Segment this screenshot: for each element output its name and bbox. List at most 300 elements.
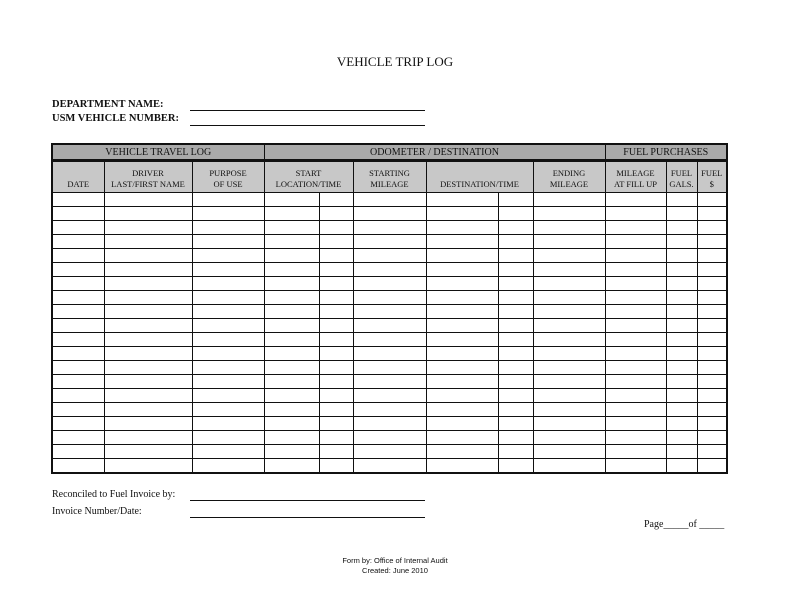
table-cell[interactable] [319,319,353,333]
table-cell[interactable] [605,305,666,319]
table-cell[interactable] [104,333,192,347]
table-cell[interactable] [52,249,104,263]
table-cell[interactable] [666,375,697,389]
table-row [52,263,727,277]
table-cell[interactable] [605,291,666,305]
table-cell[interactable] [264,207,319,221]
column-header [697,161,727,193]
table-cell[interactable] [498,347,533,361]
table-cell[interactable] [192,277,264,291]
table-cell[interactable] [426,249,498,263]
table-cell[interactable] [426,459,498,474]
column-header-line2: GALS. [669,179,694,189]
table-cell[interactable] [533,193,605,207]
table-cell[interactable] [697,277,727,291]
table-cell[interactable] [264,235,319,249]
table-cell[interactable] [192,459,264,474]
table-cell[interactable] [533,221,605,235]
table-cell[interactable] [605,207,666,221]
table-cell[interactable] [498,417,533,431]
column-header-line2: LOCATION/TIME [275,179,342,189]
table-cell[interactable] [192,403,264,417]
table-row [52,319,727,333]
table-cell[interactable] [605,319,666,333]
table-cell[interactable] [319,263,353,277]
table-cell[interactable] [264,431,319,445]
table-cell[interactable] [533,207,605,221]
column-header [104,161,192,193]
table-cell[interactable] [52,445,104,459]
table-cell[interactable] [697,249,727,263]
table-cell[interactable] [264,417,319,431]
table-cell[interactable] [666,459,697,474]
table-row [52,305,727,319]
table-cell[interactable] [426,221,498,235]
table-cell[interactable] [666,207,697,221]
table-cell[interactable] [498,221,533,235]
table-cell[interactable] [666,389,697,403]
table-cell[interactable] [426,431,498,445]
table-cell[interactable] [353,417,426,431]
table-cell[interactable] [426,319,498,333]
table-cell[interactable] [353,221,426,235]
table-cell[interactable] [192,249,264,263]
table-cell[interactable] [52,221,104,235]
table-cell[interactable] [666,403,697,417]
table-cell[interactable] [319,235,353,249]
reconciled-label: Reconciled to Fuel Invoice by: [52,489,176,500]
table-cell[interactable] [666,361,697,375]
table-cell[interactable] [605,459,666,474]
table-cell[interactable] [697,221,727,235]
table-cell[interactable] [52,361,104,375]
table-cell[interactable] [52,375,104,389]
table-cell[interactable] [52,319,104,333]
table-cell[interactable] [498,403,533,417]
table-cell[interactable] [264,459,319,474]
table-row [52,235,727,249]
table-cell[interactable] [52,347,104,361]
table-cell[interactable] [353,235,426,249]
table-cell[interactable] [605,193,666,207]
table-row [52,445,727,459]
table-cell[interactable] [104,403,192,417]
trip-log-table [51,143,728,474]
table-cell[interactable] [697,431,727,445]
table-row [52,277,727,291]
table-cell[interactable] [319,333,353,347]
table-cell[interactable] [533,347,605,361]
column-header-line2: MILEAGE [370,179,409,189]
table-cell[interactable] [697,417,727,431]
table-cell[interactable] [426,389,498,403]
table-cell[interactable] [666,417,697,431]
column-header-line1 [53,168,104,179]
table-cell[interactable] [104,291,192,305]
table-cell[interactable] [52,403,104,417]
table-row [52,207,727,221]
table-cell[interactable] [697,263,727,277]
table-cell[interactable] [533,403,605,417]
table-cell[interactable] [533,361,605,375]
column-header [52,161,104,193]
table-cell[interactable] [533,249,605,263]
table-cell[interactable] [264,347,319,361]
table-cell[interactable] [319,389,353,403]
table-cell[interactable] [697,319,727,333]
table-cell[interactable] [426,235,498,249]
table-cell[interactable] [498,445,533,459]
group-fuel-purchases: FUEL PURCHASES [605,144,727,161]
column-header-line2: AT FILL UP [614,179,657,189]
table-cell[interactable] [498,431,533,445]
table-row [52,459,727,474]
table-cell[interactable] [52,235,104,249]
table-cell[interactable] [605,333,666,347]
table-cell[interactable] [426,277,498,291]
column-header [533,161,605,193]
column-header-line1 [427,168,533,179]
table-cell[interactable] [353,305,426,319]
table-cell[interactable] [104,417,192,431]
table-cell[interactable] [697,389,727,403]
table-cell[interactable] [264,375,319,389]
table-cell[interactable] [353,459,426,474]
table-cell[interactable] [52,193,104,207]
table-cell[interactable] [666,291,697,305]
table-row [52,221,727,235]
table-cell[interactable] [353,319,426,333]
table-cell[interactable] [319,291,353,305]
invoice-label: Invoice Number/Date: [52,506,142,517]
table-cell[interactable] [192,235,264,249]
table-cell[interactable] [697,193,727,207]
table-cell[interactable] [319,375,353,389]
table-cell[interactable] [319,277,353,291]
table-cell[interactable] [264,277,319,291]
table-row [52,417,727,431]
column-header-line1: ENDING [552,168,586,178]
table-cell[interactable] [319,431,353,445]
table-cell[interactable] [353,389,426,403]
table-cell[interactable] [319,207,353,221]
group-odometer-destination: ODOMETER / DESTINATION [264,144,605,161]
table-cell[interactable] [605,375,666,389]
table-cell[interactable] [353,333,426,347]
table-cell[interactable] [426,305,498,319]
table-cell[interactable] [605,389,666,403]
table-row [52,193,727,207]
column-header-line2: DATE [67,179,90,189]
table-cell[interactable] [666,221,697,235]
table-cell[interactable] [533,277,605,291]
table-cell[interactable] [498,459,533,474]
column-header [353,161,426,193]
table-cell[interactable] [319,221,353,235]
table-cell[interactable] [192,319,264,333]
table-cell[interactable] [264,221,319,235]
table-cell[interactable] [192,291,264,305]
table-cell[interactable] [52,417,104,431]
table-cell[interactable] [697,291,727,305]
table-cell[interactable] [426,333,498,347]
table-cell[interactable] [264,319,319,333]
table-cell[interactable] [104,207,192,221]
table-cell[interactable] [533,389,605,403]
table-cell[interactable] [666,193,697,207]
vehicle-number-field[interactable] [190,125,425,126]
table-cell[interactable] [52,333,104,347]
table-cell[interactable] [533,319,605,333]
table-cell[interactable] [192,207,264,221]
column-header-line1: FUEL [701,168,723,178]
table-cell[interactable] [605,263,666,277]
table-cell[interactable] [426,193,498,207]
table-cell[interactable] [426,417,498,431]
table-cell[interactable] [605,347,666,361]
table-cell[interactable] [605,249,666,263]
table-cell[interactable] [319,347,353,361]
table-cell[interactable] [666,277,697,291]
table-cell[interactable] [498,263,533,277]
table-cell[interactable] [52,263,104,277]
table-cell[interactable] [353,207,426,221]
table-cell[interactable] [605,417,666,431]
page-title: VEHICLE TRIP LOG [336,54,454,69]
table-cell[interactable] [533,459,605,474]
table-cell[interactable] [104,389,192,403]
column-header-line1: PURPOSE [209,168,247,178]
table-cell[interactable] [319,249,353,263]
table-cell[interactable] [192,333,264,347]
table-cell[interactable] [353,193,426,207]
table-cell[interactable] [104,263,192,277]
table-cell[interactable] [319,445,353,459]
table-cell[interactable] [353,263,426,277]
table-cell[interactable] [192,263,264,277]
table-cell[interactable] [104,235,192,249]
table-cell[interactable] [697,403,727,417]
table-cell[interactable] [498,277,533,291]
table-cell[interactable] [192,221,264,235]
column-header-line2: OF USE [213,179,243,189]
table-cell[interactable] [104,347,192,361]
column-header-line1: FUEL [670,168,693,178]
invoice-field[interactable] [190,517,425,518]
table-cell[interactable] [104,221,192,235]
table-cell[interactable] [666,431,697,445]
table-row [52,389,727,403]
table-cell[interactable] [52,389,104,403]
table-cell[interactable] [353,277,426,291]
table-cell[interactable] [498,291,533,305]
table-cell[interactable] [605,361,666,375]
table-cell[interactable] [666,263,697,277]
table-cell[interactable] [353,403,426,417]
table-cell[interactable] [264,403,319,417]
table-cell[interactable] [426,207,498,221]
table-cell[interactable] [533,431,605,445]
table-cell[interactable] [104,375,192,389]
column-header-line1: MILEAGE [616,168,655,178]
table-cell[interactable] [192,305,264,319]
table-row [52,333,727,347]
table-row [52,249,727,263]
table-row [52,431,727,445]
table-cell[interactable] [666,333,697,347]
table-cell[interactable] [353,361,426,375]
table-cell[interactable] [426,445,498,459]
table-cell[interactable] [533,417,605,431]
table-cell[interactable] [533,305,605,319]
page-number: Page_____of _____ [644,519,725,530]
table-cell[interactable] [52,207,104,221]
table-cell[interactable] [498,389,533,403]
table-cell[interactable] [697,445,727,459]
column-header [264,161,353,193]
department-field[interactable] [190,110,425,111]
table-cell[interactable] [666,319,697,333]
table-cell[interactable] [498,375,533,389]
table-cell[interactable] [104,277,192,291]
table-cell[interactable] [533,445,605,459]
column-header-line1: START [295,168,322,178]
table-cell[interactable] [697,333,727,347]
table-cell[interactable] [498,235,533,249]
table-cell[interactable] [426,291,498,305]
table-cell[interactable] [533,333,605,347]
table-cell[interactable] [353,445,426,459]
group-vehicle-travel-log: VEHICLE TRAVEL LOG [52,144,264,161]
table-cell[interactable] [498,319,533,333]
table-cell[interactable] [353,431,426,445]
table-cell[interactable] [192,347,264,361]
table-cell[interactable] [52,305,104,319]
table-cell[interactable] [192,445,264,459]
table-cell[interactable] [104,319,192,333]
table-cell[interactable] [104,305,192,319]
table-cell[interactable] [192,389,264,403]
table-cell[interactable] [697,375,727,389]
table-cell[interactable] [319,459,353,474]
table-cell[interactable] [666,445,697,459]
table-cell[interactable] [264,263,319,277]
table-cell[interactable] [666,249,697,263]
table-cell[interactable] [353,249,426,263]
table-cell[interactable] [533,263,605,277]
table-cell[interactable] [605,235,666,249]
table-cell[interactable] [666,305,697,319]
table-cell[interactable] [498,249,533,263]
table-cell[interactable] [264,445,319,459]
table-cell[interactable] [264,193,319,207]
table-cell[interactable] [605,277,666,291]
table-cell[interactable] [104,445,192,459]
table-cell[interactable] [666,235,697,249]
reconciled-field[interactable] [190,500,425,501]
created-date: Created: June 2010 [362,566,428,575]
form-by: Form by: Office of Internal Audit [342,556,448,565]
table-cell[interactable] [264,291,319,305]
table-cell[interactable] [319,361,353,375]
table-cell[interactable] [605,431,666,445]
table-cell[interactable] [104,361,192,375]
table-cell[interactable] [319,417,353,431]
column-header-line2: MILEAGE [549,179,589,189]
table-cell[interactable] [697,361,727,375]
table-cell[interactable] [319,403,353,417]
table-cell[interactable] [353,375,426,389]
table-cell[interactable] [264,333,319,347]
table-cell[interactable] [498,193,533,207]
table-cell[interactable] [353,291,426,305]
table-cell[interactable] [498,305,533,319]
column-header-line2: DESTINATION/TIME [440,179,519,189]
table-cell[interactable] [426,403,498,417]
table-cell[interactable] [192,193,264,207]
table-cell[interactable] [666,347,697,361]
table-cell[interactable] [426,347,498,361]
column-header [192,161,264,193]
table-cell[interactable] [697,305,727,319]
table-cell[interactable] [697,207,727,221]
table-cell[interactable] [697,459,727,474]
table-cell[interactable] [264,249,319,263]
table-cell[interactable] [192,375,264,389]
table-cell[interactable] [426,263,498,277]
table-cell[interactable] [192,417,264,431]
table-cell[interactable] [605,403,666,417]
table-cell[interactable] [104,193,192,207]
table-cell[interactable] [605,445,666,459]
table-row [52,361,727,375]
table-cell[interactable] [52,459,104,474]
vehicle-number-label: USM VEHICLE NUMBER: [52,113,179,124]
table-cell[interactable] [104,431,192,445]
table-cell[interactable] [533,291,605,305]
table-row [52,347,727,361]
table-cell[interactable] [498,207,533,221]
table-cell[interactable] [264,361,319,375]
table-cell[interactable] [697,235,727,249]
column-header-line1: DRIVER [132,168,164,178]
table-cell[interactable] [192,361,264,375]
table-cell[interactable] [426,361,498,375]
column-header [666,161,697,193]
table-cell[interactable] [104,249,192,263]
table-cell[interactable] [264,305,319,319]
table-cell[interactable] [498,333,533,347]
table-cell[interactable] [319,305,353,319]
table-cell[interactable] [319,193,353,207]
table-cell[interactable] [104,459,192,474]
table-cell[interactable] [52,277,104,291]
table-cell[interactable] [533,375,605,389]
table-cell[interactable] [353,347,426,361]
table-cell[interactable] [697,347,727,361]
table-cell[interactable] [426,375,498,389]
table-cell[interactable] [264,389,319,403]
column-header-line1: STARTING [369,168,410,178]
table-cell[interactable] [498,361,533,375]
table-cell[interactable] [192,431,264,445]
table-cell[interactable] [52,431,104,445]
table-cell[interactable] [52,291,104,305]
table-cell[interactable] [533,235,605,249]
table-row [52,375,727,389]
table-row [52,403,727,417]
table-cell[interactable] [605,221,666,235]
